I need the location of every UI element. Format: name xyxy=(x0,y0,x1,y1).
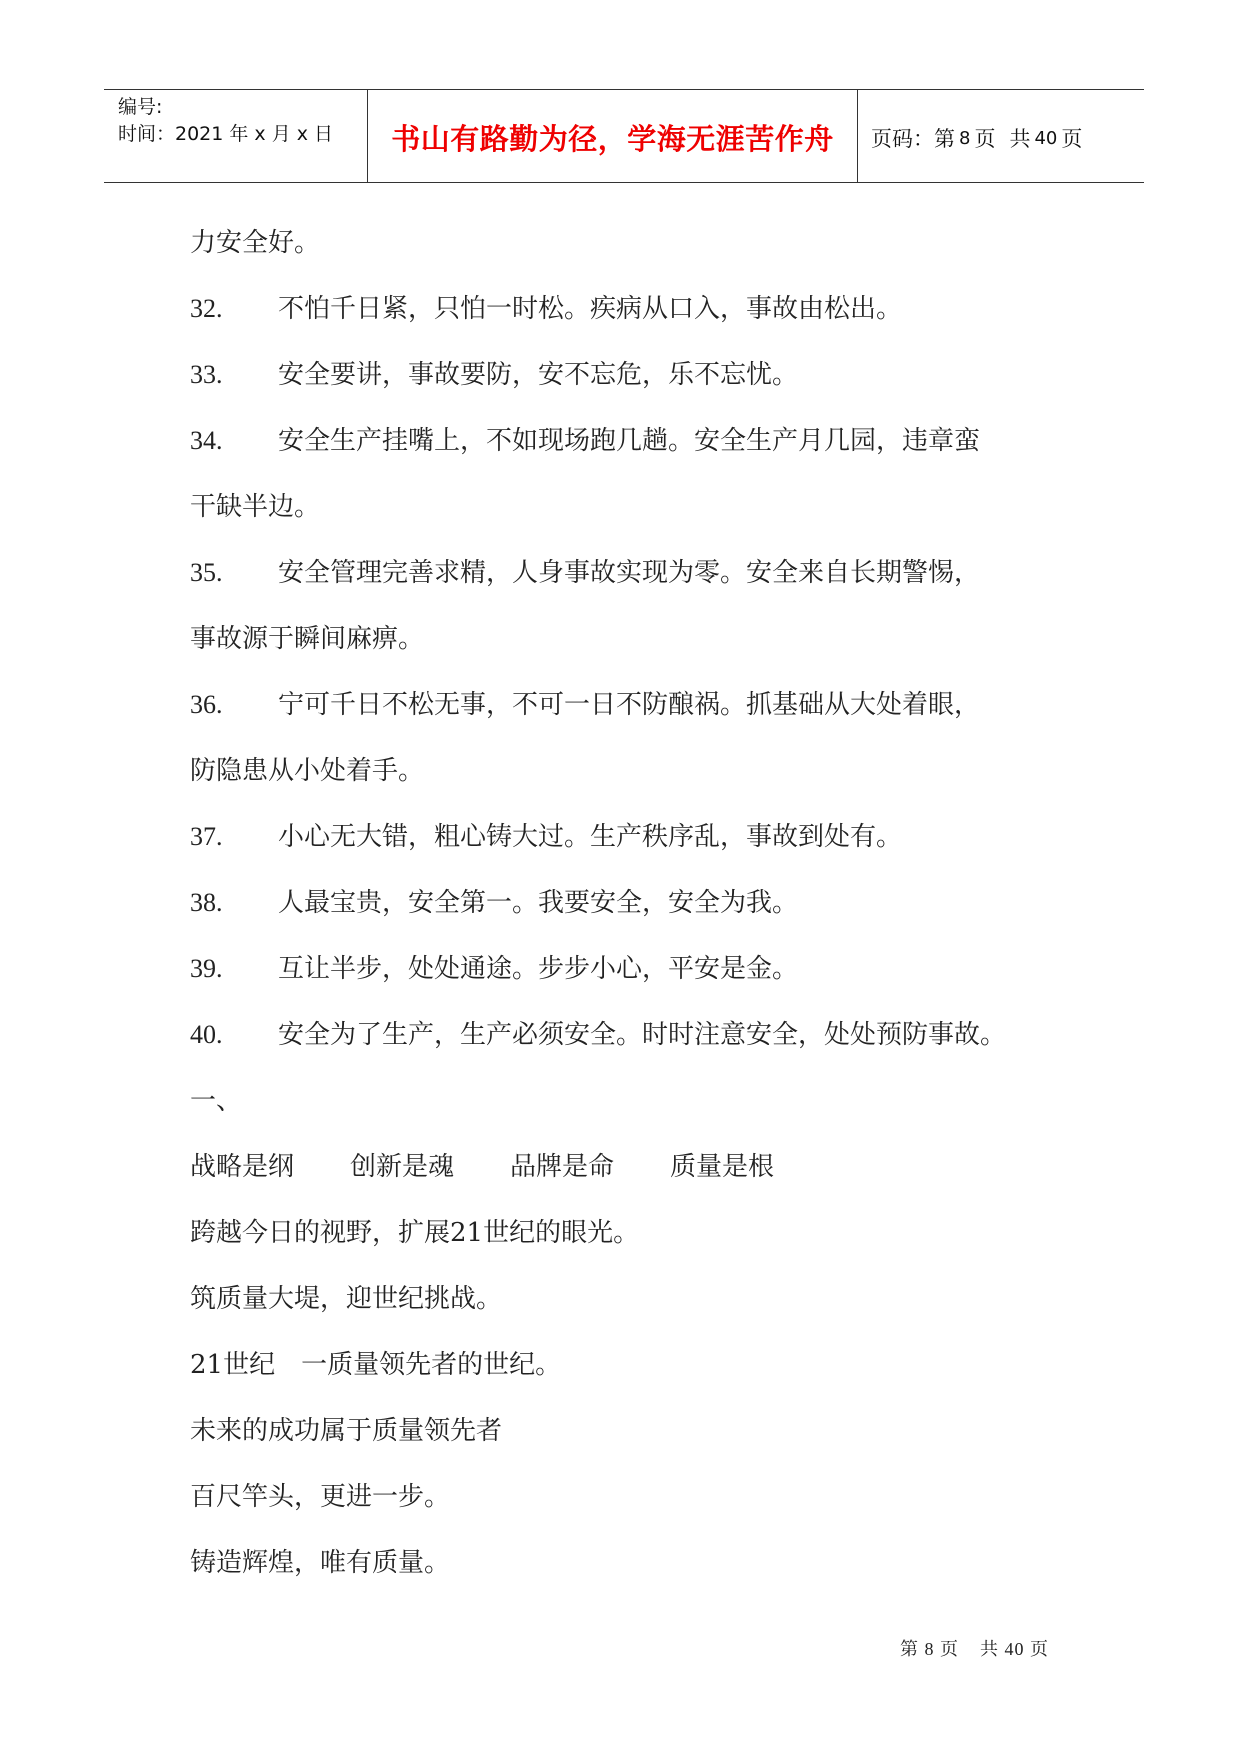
quality-line xyxy=(190,1475,1070,1541)
page-total-prefix: 共 xyxy=(1009,127,1031,151)
text-line xyxy=(190,221,1070,287)
quality-line xyxy=(190,1409,1070,1475)
header-motto: 书山有路勤为径，学海无涯苦作舟 xyxy=(368,90,858,182)
footer-current-page: 8 xyxy=(924,1639,935,1659)
section-number: 一、 xyxy=(190,1086,243,1116)
quality-line xyxy=(190,1541,1070,1607)
line-text: 筑质量大堤，迎世纪挑战。 xyxy=(190,1284,503,1314)
document-body xyxy=(190,221,1070,1607)
line-number: 38. xyxy=(190,888,223,917)
line-text: 防隐患从小处着手。 xyxy=(190,756,425,786)
slogan-item: 创新是魂 xyxy=(350,1152,455,1182)
slogan-row xyxy=(190,1145,1070,1211)
numbered-line xyxy=(190,815,1070,881)
line-text: 宁可千日不松无事，不可一日不防酿祸。抓基础从大处着眼， xyxy=(278,690,981,720)
quality-line xyxy=(190,1343,1070,1409)
line-text: 安全管理完善求精，人身事故实现为零。安全来自长期警惕， xyxy=(278,558,981,588)
line-text: 铸造辉煌，唯有质量。 xyxy=(190,1548,451,1578)
text-line xyxy=(190,617,1070,683)
numbered-line xyxy=(190,287,1070,353)
footer-suffix: 页 xyxy=(1030,1639,1049,1659)
line-text: 小心无大错，粗心铸大过。生产秩序乱，事故到处有。 xyxy=(278,822,903,852)
text-line xyxy=(190,749,1070,815)
slogan-item: 战略是纲 xyxy=(190,1152,295,1182)
line-number: 39. xyxy=(190,954,223,983)
line-number: 36. xyxy=(190,690,223,719)
line-number: 37. xyxy=(190,822,223,851)
page-header-table xyxy=(104,89,1144,183)
footer-total-pages: 40 xyxy=(1004,1639,1025,1659)
line-text: 百尺竿头，更进一步。 xyxy=(190,1482,451,1512)
line-number: 33. xyxy=(190,360,223,389)
line-number: 40. xyxy=(190,1020,223,1049)
line-text: 跨越今日的视野，扩展21世纪的眼光。 xyxy=(190,1218,640,1248)
line-number: 32. xyxy=(190,294,223,323)
line-text: 未来的成功属于质量领先者 xyxy=(190,1416,503,1446)
section-heading xyxy=(190,1079,1070,1145)
numbered-line xyxy=(190,947,1070,1013)
line-text: 互让半步，处处通途。步步小心，平安是金。 xyxy=(278,954,799,984)
header-meta-cell xyxy=(104,90,368,182)
date-label: 时间：2021 年 x 月 x 日 xyxy=(118,123,334,145)
numbered-line xyxy=(190,1013,1070,1079)
line-text: 安全为了生产，生产必须安全。时时注意安全，处处预防事故。 xyxy=(278,1020,1007,1050)
line-text: 安全要讲，事故要防，安不忘危，乐不忘忧。 xyxy=(278,360,799,390)
page-current: 8 xyxy=(959,127,971,149)
line-text: 不怕千日紧，只怕一时松。疾病从口入，事故由松出。 xyxy=(278,294,903,324)
page-prefix: 页码：第 xyxy=(871,127,955,151)
quality-line xyxy=(190,1277,1070,1343)
numbered-line xyxy=(190,419,1070,485)
footer-prefix: 第 xyxy=(900,1639,919,1659)
line-text: 干缺半边。 xyxy=(190,492,321,522)
footer-mid: 页 xyxy=(940,1639,959,1659)
numbered-line xyxy=(190,353,1070,419)
line-text: 力安全好。 xyxy=(190,228,321,258)
slogan-item: 质量是根 xyxy=(670,1152,775,1182)
page-total: 40 xyxy=(1034,127,1058,149)
numbered-line xyxy=(190,551,1070,617)
header-page-number xyxy=(858,90,1144,182)
page-footer xyxy=(900,1635,1049,1661)
numbered-line xyxy=(190,683,1070,749)
line-text: 21世纪 一质量领先者的世纪。 xyxy=(190,1350,562,1380)
line-text: 人最宝贵，安全第一。我要安全，安全为我。 xyxy=(278,888,799,918)
numbered-line xyxy=(190,881,1070,947)
serial-number-label: 编号: xyxy=(118,96,163,118)
slogan-item: 品牌是命 xyxy=(510,1152,615,1182)
page-mid: 页 xyxy=(974,127,996,151)
text-line xyxy=(190,485,1070,551)
line-text: 安全生产挂嘴上，不如现场跑几趟。安全生产月几园，违章蛮 xyxy=(278,426,981,456)
line-number: 34. xyxy=(190,426,223,455)
line-number: 35. xyxy=(190,558,223,587)
page-suffix: 页 xyxy=(1061,127,1083,151)
quality-line xyxy=(190,1211,1070,1277)
footer-total-prefix: 共 xyxy=(980,1639,999,1659)
line-text: 事故源于瞬间麻痹。 xyxy=(190,624,425,654)
